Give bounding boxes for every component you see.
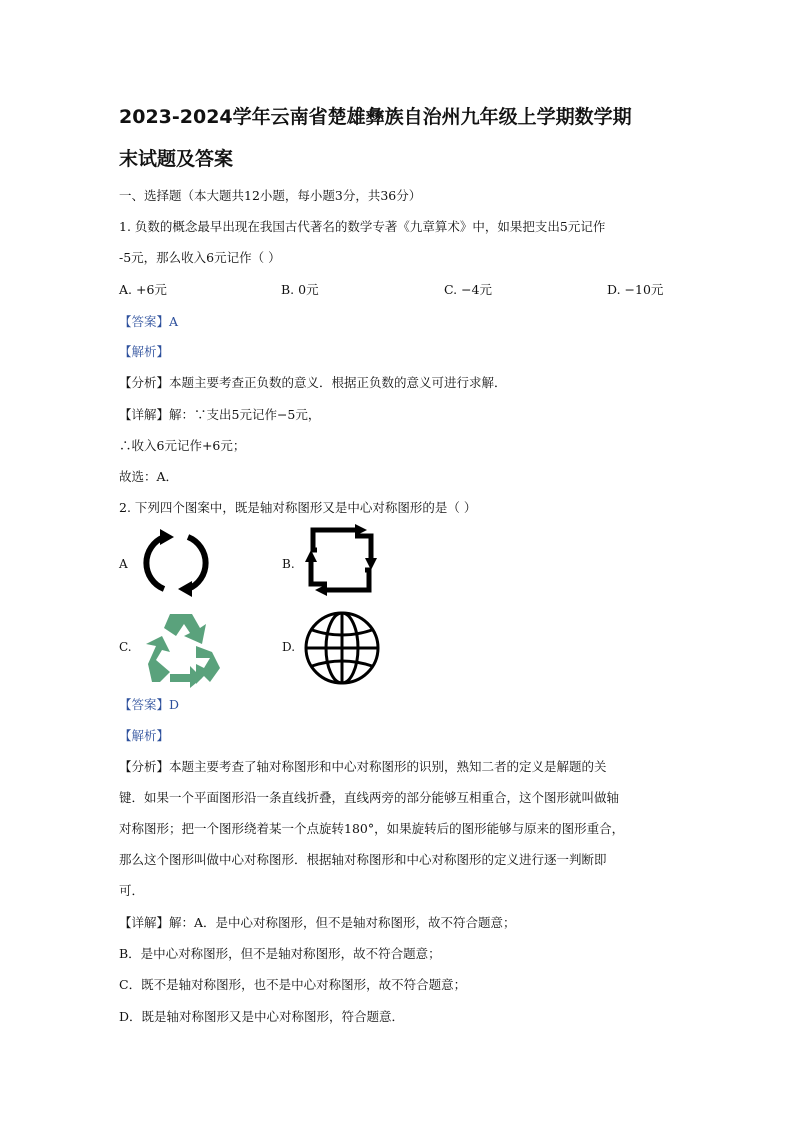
q1-xiangjie-2: ∴收入6元记作+6元； [119, 438, 246, 453]
q1-jiexi: 【解析】 [119, 344, 170, 359]
q2-fenxi-line2: 键．如果一个平面图形沿一条直线折叠，直线两旁的部分能够互相重合，这个图形就叫做轴 [119, 790, 620, 805]
q1-stem-line2: -5元，那么收入6元记作（ ） [119, 250, 281, 265]
doc-title-line1: 2023-2024学年云南省楚雄彝族自治州九年级上学期数学期 [119, 106, 632, 128]
q1-option-c: C. −4元 [444, 282, 492, 297]
q2-jiexi: 【解析】 [119, 728, 170, 743]
q1-stem-line1: 1. 负数的概念最早出现在我国古代著名的数学专著《九章算术》中，如果把支出5元记作 [119, 219, 606, 234]
q2-xiangjie-line1: 【详解】解：A．是中心对称图形，但不是轴对称图形，故不符合题意； [119, 915, 516, 930]
q1-answer: 【答案】A [119, 314, 179, 329]
section-heading: 一、选择题（本大题共12小题，每小题3分，共36分） [119, 188, 422, 203]
q2-stem: 2. 下列四个图案中，既是轴对称图形又是中心对称图形的是（ ） [119, 500, 477, 515]
q1-option-b: B. 0元 [281, 282, 319, 297]
q1-option-d: D. −10元 [607, 282, 664, 297]
q1-xiangjie-3: 故选：A． [119, 469, 179, 484]
q2-label-c: C. [119, 640, 132, 654]
q2-label-a: A [119, 557, 128, 571]
q1-options [119, 280, 679, 300]
q2-fenxi-line1: 【分析】本题主要考查了轴对称图形和中心对称图形的识别，熟知二者的定义是解题的关 [119, 759, 607, 774]
q2-xiangjie-line4: D．既是轴对称图形又是中心对称图形，符合题意． [119, 1009, 405, 1024]
q1-xiangjie-1: 【详解】解：∵支出5元记作−5元， [119, 407, 321, 422]
q2-fenxi-line3: 对称图形；把一个图形绕着某一个点旋转180°，如果旋转后的图形能够与原来的图形重合， [119, 821, 625, 836]
q2-xiangjie-line3: C．既不是轴对称图形，也不是中心对称图形，故不符合题意； [119, 977, 467, 992]
square-arrows-icon [303, 524, 379, 596]
circular-arrows-icon [136, 527, 216, 599]
q2-label-b: B. [282, 557, 295, 571]
q1-option-a: A. +6元 [119, 282, 167, 297]
doc-title-line2: 末试题及答案 [119, 148, 234, 170]
q2-xiangjie-line2: B．是中心对称图形，但不是轴对称图形，故不符合题意； [119, 946, 441, 961]
q2-answer: 【答案】D [119, 697, 180, 712]
recycle-icon [140, 606, 224, 688]
q2-label-d: D. [282, 640, 296, 654]
q2-fenxi-line4: 那么这个图形叫做中心对称图形．根据轴对称图形和中心对称图形的定义进行逐一判断即 [119, 852, 607, 867]
q2-fenxi-line5: 可． [119, 883, 145, 898]
globe-icon [302, 610, 382, 686]
q1-fenxi: 【分析】本题主要考查正负数的意义．根据正负数的意义可进行求解． [119, 375, 507, 390]
